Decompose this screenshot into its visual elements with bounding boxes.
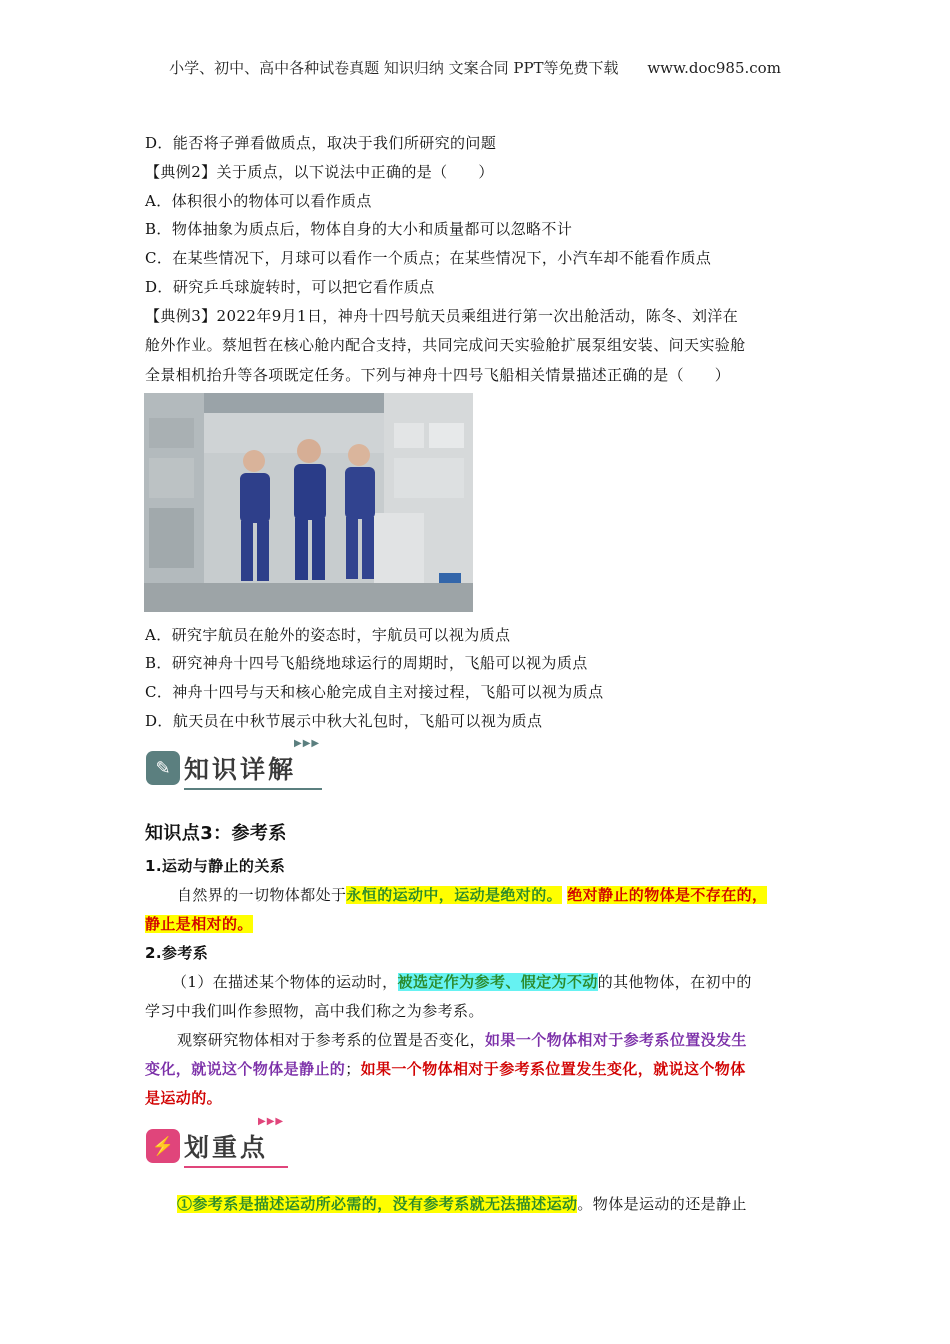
paragraph-2-line-2: 学习中我们叫作参照物，高中我们称之为参考系。	[145, 1002, 484, 1020]
p1-highlight-red-1: 绝对静止的物体是不存在的，	[567, 886, 768, 904]
p1-pre: 自然界的一切物体都处于	[177, 886, 347, 904]
header-url[interactable]: www.doc985.com	[647, 59, 781, 77]
p3-red-1: 如果一个物体相对于参考系位置发生变化，就说这个物体	[360, 1060, 746, 1078]
key-points-badge	[146, 1116, 285, 1164]
knowledge-detail-badge	[146, 738, 321, 786]
arrow-marks-2: ▶▶▶	[258, 1116, 285, 1127]
knowledge-detail-label: 知识详解	[184, 755, 297, 784]
paragraph-2-line-1	[172, 971, 752, 992]
key-points-label: 划重点	[184, 1133, 269, 1162]
arrow-marks: ▶▶▶	[294, 738, 321, 749]
example-3-option-b: B．研究神舟十四号飞船绕地球运行的周期时，飞船可以视为质点	[145, 654, 588, 672]
subsection-2: 2.参考系	[145, 944, 209, 962]
example-2-title: 【典例2】关于质点，以下说法中正确的是（ ）	[145, 163, 494, 181]
key-point-line	[177, 1193, 747, 1214]
p3-purple-1: 如果一个物体相对于参考系位置没发生	[485, 1031, 747, 1049]
example-2-option-b: B．物体抽象为质点后，物体自身的大小和质量都可以忽略不计	[145, 220, 573, 238]
example-2-option-c: C．在某些情况下，月球可以看作一个质点；在某些情况下，小汽车却不能看作质点	[145, 249, 712, 267]
badge-underline	[184, 788, 322, 790]
section-title: 知识点3：参考系	[145, 823, 287, 844]
example-3-option-a: A．研究宇航员在舱外的姿态时，宇航员可以视为质点	[145, 626, 511, 644]
p3-pre: 观察研究物体相对于参考系的位置是否变化，	[177, 1031, 486, 1049]
p1-highlight-green: 永恒的运动中，运动是绝对的。	[346, 886, 563, 904]
badge-underline-2	[184, 1166, 288, 1168]
p1-highlight-red-2: 静止是相对的。	[145, 915, 253, 933]
p2-post: 的其他物体，在初中的	[597, 973, 752, 991]
example-3-line-1: 【典例3】2022年9月1日，神舟十四号航天员乘组进行第一次出舱活动，陈冬、刘洋在	[145, 307, 739, 325]
p3-red-2: 是运动的。	[145, 1089, 223, 1107]
subsection-1: 1.运动与静止的关系	[145, 857, 286, 875]
key-point-post: 。物体是运动的还是静止	[577, 1195, 747, 1213]
p3-mid: ；	[345, 1060, 361, 1078]
bolt-icon: ⚡	[146, 1129, 180, 1163]
key-point-highlight: ①参考系是描述运动所必需的，没有参考系就无法描述运动	[177, 1195, 578, 1213]
header-text: 小学、初中、高中各种试卷真题 知识归纳 文案合同 PPT等免费下载	[169, 59, 619, 77]
p3-purple-2: 变化，就说这个物体是静止的	[145, 1060, 346, 1078]
paragraph-1-line-2	[145, 913, 253, 934]
example-2-option-a: A．体积很小的物体可以看作质点	[145, 192, 372, 210]
paragraph-3-line-2	[145, 1058, 746, 1079]
example-3-line-3: 全景相机抬升等各项既定任务。下列与神舟十四号飞船相关情景描述正确的是（ ）	[145, 366, 731, 384]
example-3-line-2: 舱外作业。蔡旭哲在核心舱内配合支持，共同完成问天实验舱扩展泵组安装、问天实验舱	[145, 336, 746, 354]
option-d-prev: D．能否将子弹看做质点，取决于我们所研究的问题	[145, 134, 497, 152]
example-3-option-d: D．航天员在中秋节展示中秋大礼包时，飞船可以视为质点	[145, 712, 543, 730]
p2-pre: （1）在描述某个物体的运动时，	[172, 973, 398, 991]
example-3-option-c: C．神舟十四号与天和核心舱完成自主对接过程，飞船可以视为质点	[145, 683, 604, 701]
page-header	[0, 57, 950, 78]
paragraph-3-line-3	[145, 1087, 222, 1108]
example-2-option-d: D．研究乒乓球旋转时，可以把它看作质点	[145, 278, 435, 296]
paragraph-3-line-1	[177, 1029, 747, 1050]
paragraph-1-line-1	[177, 884, 767, 905]
astronauts-photo	[144, 393, 473, 612]
pencil-icon: ✎	[146, 751, 180, 785]
p2-highlight: 被选定作为参考、假定为不动	[397, 973, 598, 991]
